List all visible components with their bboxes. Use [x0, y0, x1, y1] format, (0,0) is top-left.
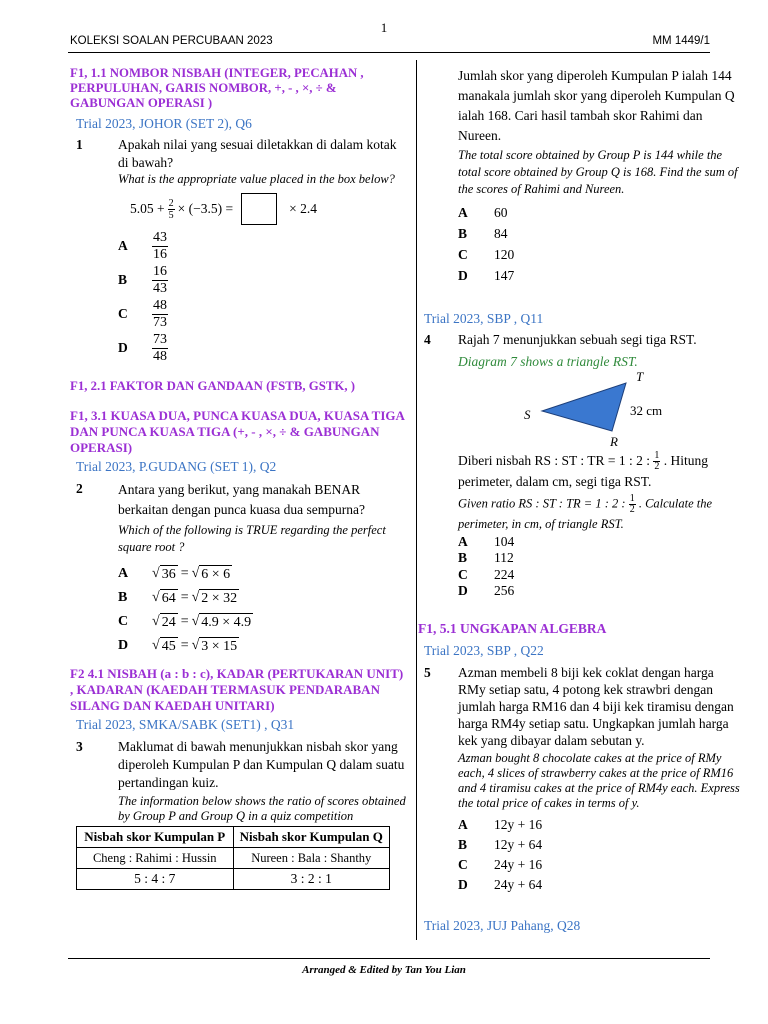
given-text: Diberi nisbah RS : ST : TR = 1 : 2 :: [458, 453, 651, 468]
sqrt-left: [152, 565, 178, 584]
option[interactable]: [118, 229, 406, 263]
given-text: Given ratio RS : ST : TR = 1 : 2 :: [458, 496, 626, 511]
denominator: 2: [654, 461, 660, 473]
equals-icon: =: [180, 638, 189, 653]
page-header: [70, 35, 710, 47]
options-list: [118, 562, 406, 658]
sqrt-right: [192, 565, 233, 584]
radical-icon: √: [191, 589, 200, 605]
left-column: [70, 66, 406, 890]
option-fraction: [152, 264, 168, 297]
option-value: 104: [494, 533, 515, 549]
option[interactable]: [118, 263, 406, 297]
question-number: 5: [424, 665, 431, 681]
question-text: Rajah 7 menunjukkan sebuah segi tiga RST.: [458, 332, 697, 347]
table-row: [77, 827, 390, 848]
option-letter: C: [118, 614, 129, 629]
question-text-en: The total score obtained by Group P is 144 while the total score obtained by Group Q is 168. Find the sum of the scores of Rahimi and Nureen.: [458, 148, 738, 196]
table-cell: 5 : 4 : 7: [77, 869, 234, 890]
options-list: [424, 533, 740, 599]
fraction: [629, 494, 636, 515]
topic-heading: F1, 3.1 KUASA DUA, PUNCA KUASA DUA, KUASA TIGA DAN PUNCA KUASA TIGA (+, - , ×, ÷ & GABUNGAN OPERASI): [70, 408, 405, 455]
option[interactable]: [118, 562, 406, 586]
radicand: 64: [161, 590, 176, 606]
expression: [130, 193, 406, 225]
option-fraction: [152, 230, 168, 263]
equals-icon: =: [180, 614, 189, 629]
given-ratio-en: [424, 494, 740, 533]
side-length-label: 32 cm: [630, 403, 663, 418]
question-5: [424, 664, 740, 895]
numerator: 2: [168, 197, 174, 209]
numerator: 48: [153, 297, 167, 313]
denominator: 43: [153, 280, 167, 296]
expression-part: 5.05 +: [130, 201, 165, 216]
option-letter: D: [458, 583, 468, 599]
question-4: [424, 331, 740, 371]
table-row: [77, 848, 390, 869]
question-number: 1: [76, 137, 83, 152]
options-list: [458, 815, 740, 895]
question-text-en: Diagram 7 shows a triangle RST.: [458, 354, 638, 369]
table-header: Nisbah skor Kumpulan P: [77, 827, 234, 848]
question-text: Jumlah skor yang diperoleh Kumpulan P ialah 144 manakala jumlah skor yang diperoleh Kumpulan Q ialah 168. Cari hasil tambah skor Rahimi dan Nureen.: [458, 68, 735, 143]
option-letter: A: [458, 533, 468, 549]
denominator: 16: [153, 246, 167, 262]
question-text: Maklumat di bawah menunjukkan nisbah skor yang diperoleh Kumpulan P dan Kumpulan Q dalam suatu pertandingan kuiz.: [118, 739, 405, 790]
radical-icon: √: [191, 613, 200, 629]
option[interactable]: [458, 244, 740, 265]
fraction: [168, 198, 175, 221]
radical-icon: √: [152, 565, 160, 581]
option-letter: C: [458, 857, 468, 873]
option[interactable]: [458, 223, 740, 244]
radicand: 3 × 15: [201, 638, 238, 654]
option[interactable]: [118, 610, 406, 634]
option[interactable]: [118, 297, 406, 331]
topic-heading: F1, 2.1 FAKTOR DAN GANDAAN (FSTB, GSTK, ): [70, 379, 355, 393]
numerator: 1: [629, 493, 635, 505]
radicand: 4.9 × 4.9: [201, 614, 252, 630]
vertex-t-label: T: [636, 371, 644, 384]
footer-credit: Arranged & Edited by Tan You Lian: [302, 964, 466, 976]
option-value: 24y + 16: [494, 857, 543, 873]
numerator: 16: [153, 263, 167, 279]
option[interactable]: [458, 815, 740, 835]
option-letter: D: [458, 877, 468, 893]
option-value: 24y + 64: [494, 877, 543, 893]
denominator: 2: [629, 504, 635, 516]
denominator: 73: [153, 314, 167, 330]
trial-label: Trial 2023, JUJ Pahang, Q28: [424, 918, 581, 934]
sqrt-right: [192, 589, 240, 608]
option-letter: B: [458, 837, 468, 853]
option-letter: D: [118, 638, 129, 653]
option-letter: B: [118, 272, 128, 287]
header-code: MM 1449/1: [652, 35, 710, 47]
topic-heading: F2 4.1 NISBAH (a : b : c), KADAR (PERTUKARAN UNIT) , KADARAN (KAEDAH TERMASUK PENDARABAN SILANG DAN KAEDAH UNITARI): [70, 666, 404, 713]
column-divider: [416, 60, 417, 940]
denominator: 5: [168, 209, 174, 221]
radicand: 24: [161, 614, 176, 630]
option-letter: A: [458, 204, 468, 220]
option-letter: D: [458, 267, 468, 283]
triangle-diagram: [424, 371, 740, 449]
option-value: 256: [494, 583, 515, 599]
triangle-rst: [542, 383, 626, 431]
question-text: Azman membeli 8 biji kek coklat dengan harga RMy setiap satu, 4 potong kek strawbri dengan jumlah harga RM16 dan 4 biji kek tiramisu dengan harga RM4y setiap satu. Ungkapkan jumlah harga kek yang dibayar dalam sebutan y.: [458, 665, 734, 749]
option-letter: D: [118, 340, 128, 355]
option-value: 84: [494, 225, 508, 241]
radicand: 6 × 6: [201, 566, 231, 582]
radical-icon: √: [152, 613, 160, 629]
option-value: 224: [494, 566, 515, 582]
given-text: . Calculate the perimeter, in cm, of triangle RST.: [458, 496, 713, 532]
option-value: 12y + 64: [494, 837, 543, 853]
right-column: [418, 66, 740, 935]
numerator: 43: [153, 229, 167, 245]
radicand: 36: [161, 566, 176, 582]
radical-icon: √: [152, 589, 160, 605]
question-number: 4: [424, 332, 431, 347]
footer-rule: [68, 958, 710, 959]
sqrt-left: [152, 613, 178, 632]
vertex-s-label: S: [524, 407, 531, 422]
sqrt-right: [192, 613, 254, 632]
option-fraction: [152, 298, 168, 331]
radical-icon: √: [191, 637, 200, 653]
option-letter: B: [458, 225, 468, 241]
option[interactable]: [118, 634, 406, 658]
options-list: [118, 229, 406, 365]
option-fraction: [152, 332, 168, 365]
question-2: [70, 480, 406, 658]
topic-heading: F1, 5.1 UNGKAPAN ALGEBRA: [418, 621, 607, 637]
question-text: Apakah nilai yang sesuai diletakkan di dalam kotak di bawah?: [118, 137, 397, 170]
expression-part: × (−3.5) =: [177, 201, 234, 216]
option-letter: A: [118, 566, 129, 581]
expression-part: × 2.4: [289, 201, 317, 216]
option[interactable]: [458, 265, 740, 286]
equals-icon: =: [180, 566, 189, 581]
denominator: 48: [153, 348, 167, 364]
given-text: . Hitung perimeter, dalam cm, segi tiga RST.: [458, 453, 709, 490]
option-value: 147: [494, 267, 515, 283]
table-cell: 3 : 2 : 1: [233, 869, 390, 890]
answer-box: [241, 193, 277, 225]
trial-label: Trial 2023, P.GUDANG (SET 1), Q2: [76, 459, 277, 474]
header-rule: [68, 52, 710, 53]
option[interactable]: [458, 202, 740, 223]
option[interactable]: [458, 835, 740, 855]
option-value: 112: [494, 550, 514, 566]
equals-icon: =: [180, 590, 189, 605]
question-text-en: The information below shows the ratio of scores obtained by Group P and Group Q in a quiz competition: [118, 794, 406, 823]
question-number: 3: [76, 739, 83, 754]
fraction: [653, 451, 660, 472]
sqrt-left: [152, 589, 178, 608]
option[interactable]: [458, 550, 740, 567]
page-number: 1: [380, 20, 388, 35]
table-header: Nisbah skor Kumpulan Q: [233, 827, 390, 848]
sqrt-left: [152, 637, 178, 656]
question-text-en: What is the appropriate value placed in the box below?: [118, 172, 395, 186]
option[interactable]: [458, 855, 740, 875]
table-row: [77, 869, 390, 890]
question-text-en: Azman bought 8 chocolate cakes at the price of RMy each, 4 slices of strawberry cakes at the price of RM16 and 4 tiramisu cakes at the price of RM4y each. Express the total price of cakes in terms of y.: [458, 751, 740, 811]
vertex-r-label: R: [610, 434, 618, 449]
trial-label: Trial 2023, SMKA/SABK (SET1) , Q31: [76, 717, 295, 732]
header-title: KOLEKSI SOALAN PERCUBAAN 2023: [70, 35, 273, 47]
question-3: [70, 738, 406, 824]
numerator: 1: [654, 450, 660, 462]
table-cell: Cheng : Rahimi : Hussin: [77, 848, 234, 869]
options-list: [424, 202, 740, 286]
sqrt-right: [192, 637, 240, 656]
radical-icon: √: [191, 565, 200, 581]
question-text-en: Which of the following is TRUE regarding the perfect square root ?: [118, 523, 386, 554]
trial-label: Trial 2023, SBP , Q11: [424, 311, 544, 326]
option[interactable]: [458, 875, 740, 895]
option-value: 60: [494, 204, 508, 220]
given-ratio-ms: [424, 451, 740, 492]
trial-label: Trial 2023, JOHOR (SET 2), Q6: [76, 116, 252, 131]
radicand: 2 × 32: [201, 590, 238, 606]
table-cell: Nureen : Bala : Shanthy: [233, 848, 390, 869]
option-letter: A: [458, 817, 468, 833]
radical-icon: √: [152, 637, 160, 653]
option-letter: B: [118, 590, 128, 605]
question-number: 2: [76, 481, 83, 496]
trial-label: Trial 2023, SBP , Q22: [424, 643, 544, 659]
topic-heading: F1, 1.1 NOMBOR NISBAH (INTEGER, PECAHAN , PERPULUHAN, GARIS NOMBOR, +, - , ×, ÷ & GABUNGAN OPERASI ): [70, 66, 364, 110]
option-value: 12y + 16: [494, 817, 543, 833]
radicand: 45: [161, 638, 176, 654]
question-text: Antara yang berikut, yang manakah BENAR berkaitan dengan punca kuasa dua sempurna?: [118, 482, 366, 517]
option-value: 120: [494, 246, 515, 262]
option[interactable]: [458, 583, 740, 600]
option[interactable]: [458, 566, 740, 583]
option-letter: C: [118, 306, 128, 321]
option[interactable]: [458, 533, 740, 550]
option-letter: C: [458, 566, 468, 582]
option-letter: C: [458, 246, 468, 262]
option-letter: A: [118, 238, 128, 253]
numerator: 73: [153, 331, 167, 347]
question-1: [70, 136, 406, 365]
option-letter: B: [458, 550, 468, 566]
option[interactable]: [118, 331, 406, 365]
ratio-table: [76, 826, 390, 890]
option[interactable]: [118, 586, 406, 610]
